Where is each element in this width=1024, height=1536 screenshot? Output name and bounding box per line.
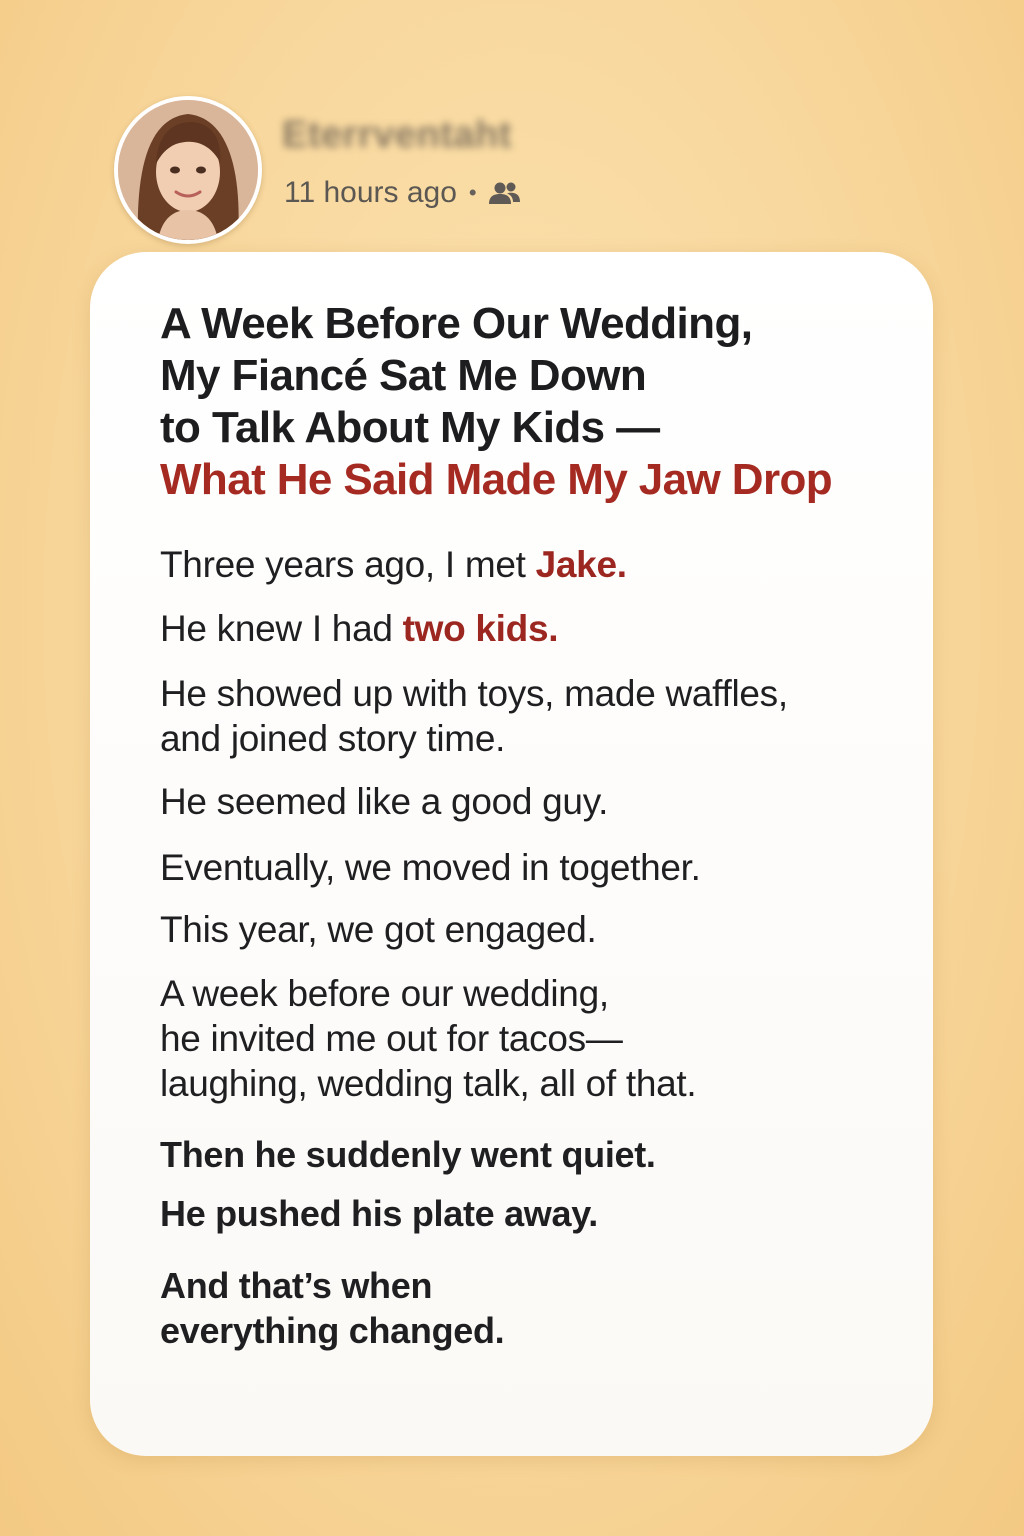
title-line-3: to Talk About My Kids — [160, 403, 660, 452]
avatar[interactable] [114, 96, 262, 244]
paragraph-8: Then he suddenly went quiet. [160, 1134, 656, 1175]
separator: • [468, 180, 477, 205]
post-header [114, 96, 714, 242]
paragraph-10-line-2: everything changed. [160, 1310, 505, 1351]
highlight-two-kids: two kids. [402, 608, 559, 649]
paragraph-7-line-3: laughing, wedding talk, all of that. [160, 1063, 697, 1104]
paragraph-7-line-1: A week before our wedding, [160, 973, 609, 1014]
paragraph-10-line-1: And that’s when [160, 1265, 433, 1306]
paragraph-10 [160, 1263, 880, 1353]
paragraph-1-text: Three years ago, I met [160, 544, 536, 585]
story-title [160, 298, 880, 506]
paragraph-2 [160, 606, 880, 651]
paragraph-3 [160, 671, 880, 761]
paragraph-6: This year, we got engaged. [160, 909, 597, 950]
paragraph-1 [160, 542, 880, 587]
paragraph-9: He pushed his plate away. [160, 1193, 598, 1234]
timestamp[interactable]: 11 hours ago [284, 176, 457, 209]
paragraph-7-line-2: he invited me out for tacos— [160, 1018, 623, 1059]
title-line-1: A Week Before Our Wedding, [160, 299, 753, 348]
paragraph-3-line-2: and joined story time. [160, 718, 506, 759]
paragraph-4: He seemed like a good guy. [160, 781, 609, 822]
highlight-jake: Jake. [535, 544, 627, 585]
title-line-2: My Fiancé Sat Me Down [160, 351, 647, 400]
paragraph-5: Eventually, we moved in together. [160, 847, 701, 888]
post-meta [284, 176, 521, 210]
friends-icon[interactable] [487, 180, 521, 206]
paragraph-2-text: He knew I had [160, 608, 403, 649]
paragraph-7 [160, 971, 880, 1106]
title-line-4: What He Said Made My Jaw Drop [160, 455, 833, 504]
author-name[interactable]: Eterrventaht [282, 114, 512, 156]
avatar-portrait [118, 100, 258, 240]
paragraph-3-line-1: He showed up with toys, made waffles, [160, 673, 788, 714]
